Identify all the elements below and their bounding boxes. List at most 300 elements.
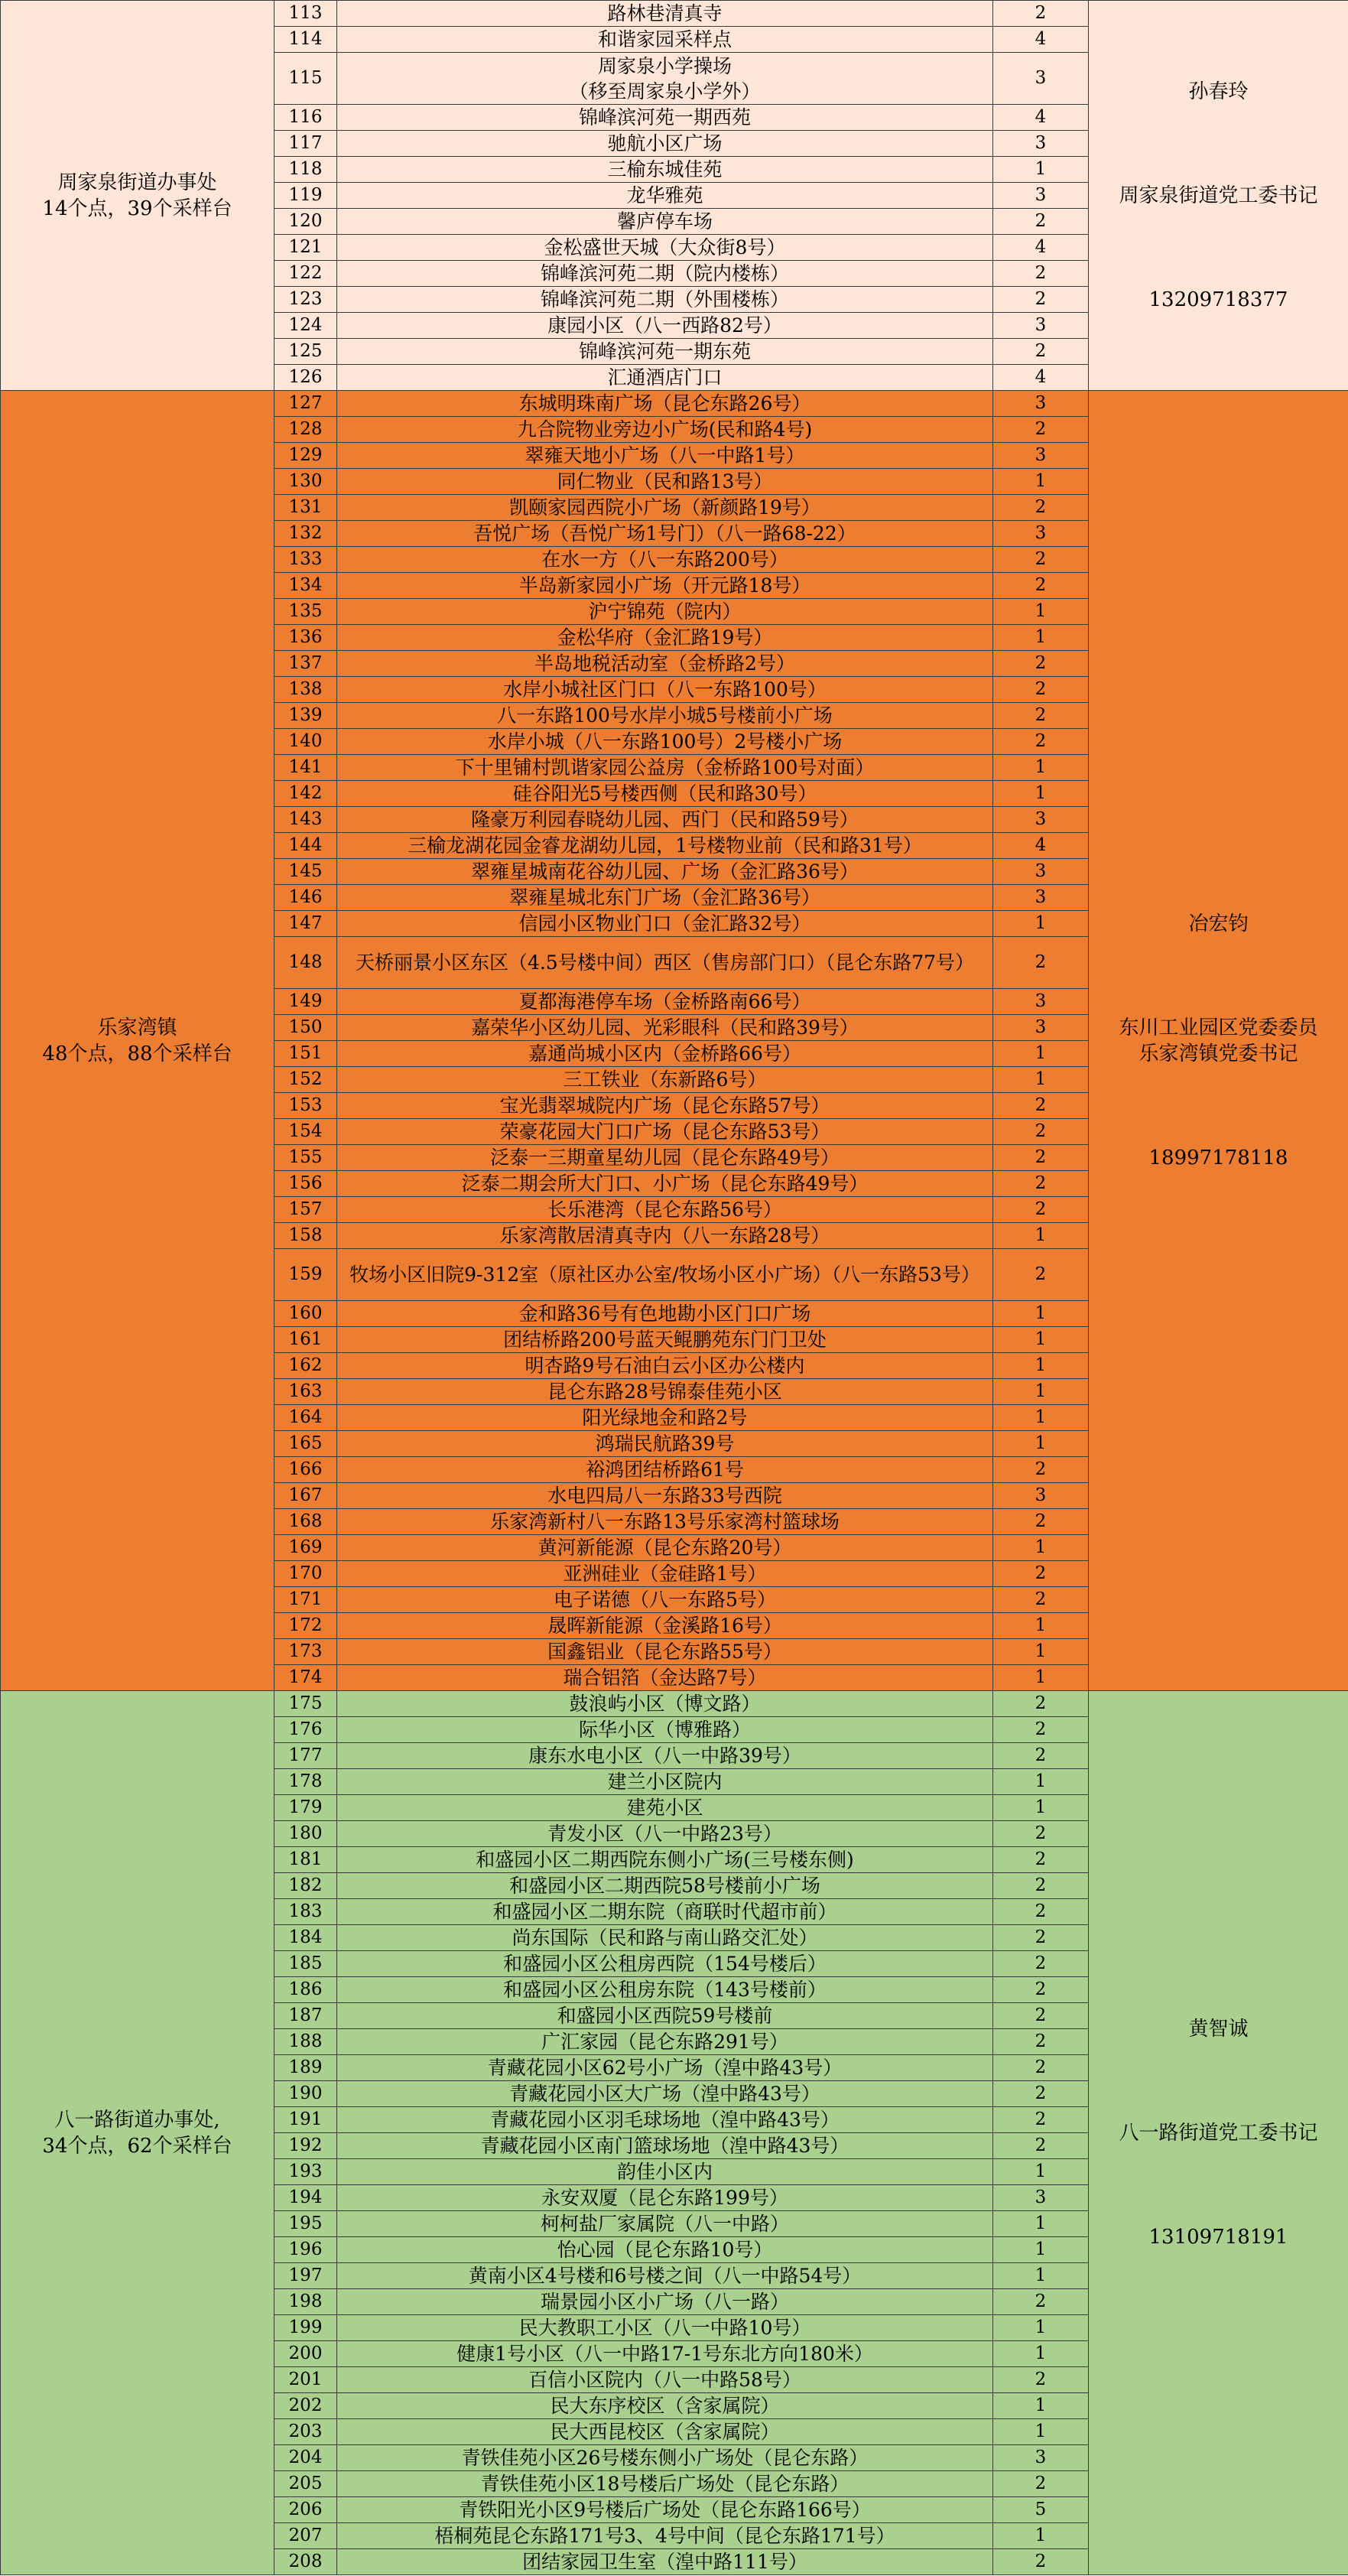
station-count: 1 <box>992 598 1089 625</box>
site-name: 明杏路9号石油白云小区办公楼内 <box>336 1352 993 1379</box>
district-name: 乐家湾镇 <box>97 1016 177 1039</box>
site-name: 水岸小城社区门口（八一东路100号） <box>336 676 993 703</box>
site-name: 九合院物业旁边小广场(民和路4号) <box>336 416 993 443</box>
site-name: 百信小区院内（八一中路58号） <box>336 2366 993 2393</box>
site-name: 金松盛世天城（大众街8号） <box>336 234 993 261</box>
site-name: 建兰小区院内 <box>336 1768 993 1795</box>
station-count: 3 <box>992 988 1089 1015</box>
row-index: 197 <box>274 2262 337 2289</box>
station-count: 2 <box>992 2028 1089 2055</box>
row-index: 132 <box>274 520 337 547</box>
station-count: 2 <box>992 1950 1089 1977</box>
site-name: 民大东序校区（含家属院） <box>336 2392 993 2419</box>
station-count: 2 <box>992 0 1089 27</box>
site-name: 广汇家园（昆仑东路291号） <box>336 2028 993 2055</box>
station-count: 1 <box>992 1664 1089 1691</box>
station-count: 5 <box>992 2496 1089 2523</box>
station-count: 2 <box>992 2470 1089 2497</box>
station-count: 2 <box>992 1508 1089 1535</box>
row-index: 161 <box>274 1326 337 1353</box>
station-count: 1 <box>992 1352 1089 1379</box>
station-count: 2 <box>992 2548 1089 2575</box>
station-count: 1 <box>992 1404 1089 1431</box>
station-count: 2 <box>992 546 1089 573</box>
row-index: 147 <box>274 910 337 937</box>
station-count: 2 <box>992 728 1089 755</box>
row-index: 117 <box>274 130 337 157</box>
site-name: 在水一方（八一东路200号） <box>336 546 993 573</box>
station-count: 3 <box>992 2444 1089 2471</box>
site-name: 夏都海港停车场（金桥路南66号） <box>336 988 993 1015</box>
station-count: 1 <box>992 1222 1089 1249</box>
station-count: 1 <box>992 2522 1089 2549</box>
contact-cell <box>1088 390 1348 1691</box>
row-index: 178 <box>274 1768 337 1795</box>
site-name: 国鑫铝业（昆仑东路55号） <box>336 1638 993 1665</box>
station-count: 1 <box>992 1040 1089 1067</box>
station-count: 1 <box>992 1066 1089 1093</box>
station-count: 1 <box>992 156 1089 183</box>
station-count: 2 <box>992 2002 1089 2029</box>
site-name: 瑞合铝箔（金达路7号） <box>336 1664 993 1691</box>
row-index: 158 <box>274 1222 337 1249</box>
row-index: 152 <box>274 1066 337 1093</box>
site-name: 晟晖新能源（金溪路16号） <box>336 1612 993 1639</box>
row-index: 166 <box>274 1456 337 1483</box>
district-cell <box>0 1690 274 2575</box>
district-summary: 34个点，62个采样台 <box>42 2134 232 2158</box>
station-count: 4 <box>992 364 1089 391</box>
row-index: 196 <box>274 2236 337 2263</box>
site-name: 下十里铺村凯谐家园公益房（金桥路100号对面） <box>336 754 993 781</box>
site-name: 吾悦广场（吾悦广场1号门）（八一路68-22） <box>336 520 993 547</box>
district-summary: 48个点，88个采样台 <box>42 1042 232 1065</box>
row-index: 149 <box>274 988 337 1015</box>
row-index: 157 <box>274 1196 337 1223</box>
site-name: 锦峰滨河苑一期西苑 <box>336 104 993 131</box>
row-index: 153 <box>274 1092 337 1119</box>
station-count: 1 <box>992 624 1089 651</box>
site-name: 同仁物业（民和路13号） <box>336 468 993 495</box>
row-index: 131 <box>274 494 337 521</box>
row-index: 181 <box>274 1846 337 1873</box>
site-name: 青发小区（八一中路23号） <box>336 1820 993 1847</box>
row-index: 170 <box>274 1560 337 1587</box>
site-name: 电子诺德（八一东路5号） <box>336 1586 993 1613</box>
district-cell <box>0 0 274 391</box>
station-count: 4 <box>992 832 1089 859</box>
contact-person: 冶宏钧 <box>1188 912 1249 935</box>
row-index: 185 <box>274 1950 337 1977</box>
site-name: 路林巷清真寺 <box>336 0 993 27</box>
station-count: 2 <box>992 2106 1089 2133</box>
row-index: 114 <box>274 26 337 53</box>
station-count: 2 <box>992 260 1089 287</box>
row-index: 148 <box>274 936 337 989</box>
station-count: 3 <box>992 806 1089 833</box>
site-name: 乐家湾新村八一东路13号乐家湾村篮球场 <box>336 1508 993 1535</box>
row-index: 187 <box>274 2002 337 2029</box>
row-index: 206 <box>274 2496 337 2523</box>
row-index: 175 <box>274 1690 337 1717</box>
row-index: 207 <box>274 2522 337 2549</box>
row-index: 128 <box>274 416 337 443</box>
site-name: 和盛园小区二期西院58号楼前小广场 <box>336 1872 993 1899</box>
site-name: 黄南小区4号楼和6号楼之间（八一中路54号） <box>336 2262 993 2289</box>
row-index: 156 <box>274 1170 337 1197</box>
site-name: 阳光绿地金和路2号 <box>336 1404 993 1431</box>
station-count: 2 <box>992 416 1089 443</box>
site-name: 青藏花园小区大广场（湟中路43号） <box>336 2080 993 2107</box>
station-count: 1 <box>992 1430 1089 1457</box>
row-index: 180 <box>274 1820 337 1847</box>
station-count: 2 <box>992 1586 1089 1613</box>
station-count: 2 <box>992 1924 1089 1951</box>
row-index: 140 <box>274 728 337 755</box>
contact-title: 八一路街道党工委书记 <box>1119 2121 1318 2145</box>
row-index: 205 <box>274 2470 337 2497</box>
station-count: 1 <box>992 1768 1089 1795</box>
row-index: 125 <box>274 338 337 365</box>
row-index: 141 <box>274 754 337 781</box>
row-index: 126 <box>274 364 337 391</box>
row-index: 202 <box>274 2392 337 2419</box>
station-count: 1 <box>992 2262 1089 2289</box>
site-name: 裕鸿团结桥路61号 <box>336 1456 993 1483</box>
station-count: 2 <box>992 286 1089 313</box>
row-index: 193 <box>274 2158 337 2185</box>
site-name: 怡心园（昆仑东路10号） <box>336 2236 993 2263</box>
station-count: 2 <box>992 1716 1089 1743</box>
station-count: 2 <box>992 1170 1089 1197</box>
site-name: 水电四局八一东路33号西院 <box>336 1482 993 1509</box>
contact-phone: 18997178118 <box>1148 1146 1288 1169</box>
station-count: 1 <box>992 2314 1089 2341</box>
site-name: 三榆东城佳苑 <box>336 156 993 183</box>
site-name: 尚东国际（民和路与南山路交汇处） <box>336 1924 993 1951</box>
site-name: 硅谷阳光5号楼西侧（民和路30号） <box>336 780 993 807</box>
row-index: 138 <box>274 676 337 703</box>
row-index: 177 <box>274 1742 337 1769</box>
row-index: 150 <box>274 1014 337 1041</box>
site-name: 青铁佳苑小区18号楼后广场处（昆仑东路） <box>336 2470 993 2497</box>
contact-cell <box>1088 0 1348 391</box>
station-count: 3 <box>992 520 1089 547</box>
site-name: 亚洲硅业（金硅路1号） <box>336 1560 993 1587</box>
row-index: 165 <box>274 1430 337 1457</box>
district-name: 周家泉街道办事处 <box>57 171 217 194</box>
row-index: 203 <box>274 2418 337 2445</box>
station-count: 2 <box>992 1872 1089 1899</box>
site-name: 和盛园小区公租房东院（143号楼前） <box>336 1976 993 2003</box>
site-name: 三工铁业（东新路6号） <box>336 1066 993 1093</box>
row-index: 146 <box>274 884 337 911</box>
station-count: 1 <box>992 2340 1089 2367</box>
station-count: 2 <box>992 1092 1089 1119</box>
site-name: 民大教职工小区（八一中路10号） <box>336 2314 993 2341</box>
station-count: 3 <box>992 442 1089 469</box>
station-count: 1 <box>992 1534 1089 1561</box>
station-count: 1 <box>992 910 1089 937</box>
station-count: 1 <box>992 2236 1089 2263</box>
row-index: 143 <box>274 806 337 833</box>
row-index: 179 <box>274 1794 337 1821</box>
site-name: 三榆龙湖花园金睿龙湖幼儿园，1号楼物业前（民和路31号） <box>336 832 993 859</box>
station-count: 1 <box>992 2158 1089 2185</box>
site-name: 荣豪花园大门口广场（昆仑东路53号） <box>336 1118 993 1145</box>
site-name: 永安双厦（昆仑东路199号） <box>336 2184 993 2211</box>
site-name: 汇通酒店门口 <box>336 364 993 391</box>
site-name: 金和路36号有色地勘小区门口广场 <box>336 1300 993 1327</box>
site-name: 康东水电小区（八一中路39号） <box>336 1742 993 1769</box>
row-index: 120 <box>274 208 337 235</box>
row-index: 201 <box>274 2366 337 2393</box>
station-count: 2 <box>992 572 1089 599</box>
site-name: 天桥丽景小区东区（4.5号楼中间）西区（售房部门口）（昆仑东路77号） <box>336 936 993 989</box>
contact-phone: 13209718377 <box>1148 288 1288 311</box>
station-count: 1 <box>992 1378 1089 1405</box>
station-count: 3 <box>992 2184 1089 2211</box>
row-index: 173 <box>274 1638 337 1665</box>
row-index: 176 <box>274 1716 337 1743</box>
station-count: 1 <box>992 2392 1089 2419</box>
site-name: 和谐家园采样点 <box>336 26 993 53</box>
station-count: 2 <box>992 1976 1089 2003</box>
station-count: 3 <box>992 1014 1089 1041</box>
row-index: 142 <box>274 780 337 807</box>
site-name: 翠雍星城南花谷幼儿园、广场（金汇路36号） <box>336 858 993 885</box>
site-name: 鸿瑞民航路39号 <box>336 1430 993 1457</box>
site-name: 馨庐停车场 <box>336 208 993 235</box>
station-count: 3 <box>992 130 1089 157</box>
site-name: 翠雍星城北东门广场（金汇路36号） <box>336 884 993 911</box>
site-name: 嘉荣华小区幼儿园、光彩眼科（民和路39号） <box>336 1014 993 1041</box>
site-name: 凯颐家园西院小广场（新颜路19号） <box>336 494 993 521</box>
row-index: 199 <box>274 2314 337 2341</box>
row-index: 127 <box>274 390 337 417</box>
site-name: 驰航小区广场 <box>336 130 993 157</box>
row-index: 208 <box>274 2548 337 2575</box>
row-index: 115 <box>274 52 337 105</box>
row-index: 169 <box>274 1534 337 1561</box>
site-name: 隆豪万利园春晓幼儿园、西门（民和路59号） <box>336 806 993 833</box>
row-index: 190 <box>274 2080 337 2107</box>
station-count: 2 <box>992 702 1089 729</box>
row-index: 204 <box>274 2444 337 2471</box>
row-index: 145 <box>274 858 337 885</box>
site-name: 和盛园小区西院59号楼前 <box>336 2002 993 2029</box>
station-count: 3 <box>992 52 1089 105</box>
row-index: 129 <box>274 442 337 469</box>
station-count: 2 <box>992 936 1089 989</box>
station-count: 3 <box>992 884 1089 911</box>
row-index: 164 <box>274 1404 337 1431</box>
row-index: 151 <box>274 1040 337 1067</box>
site-name: 牧场小区旧院9-312室（原社区办公室/牧场小区小广场）（八一东路53号） <box>336 1248 993 1301</box>
station-count: 1 <box>992 780 1089 807</box>
row-index: 118 <box>274 156 337 183</box>
row-index: 195 <box>274 2210 337 2237</box>
contact-cell <box>1088 1690 1348 2575</box>
site-name: 和盛园小区二期西院东侧小广场(三号楼东侧) <box>336 1846 993 1873</box>
site-name: 泛泰一三期童星幼儿园（昆仑东路49号） <box>336 1144 993 1171</box>
row-index: 186 <box>274 1976 337 2003</box>
station-count: 1 <box>992 1794 1089 1821</box>
site-name: 周家泉小学操场 （移至周家泉小学外） <box>336 52 993 105</box>
row-index: 163 <box>274 1378 337 1405</box>
station-count: 2 <box>992 494 1089 521</box>
row-index: 123 <box>274 286 337 313</box>
site-name: 长乐港湾（昆仑东路56号） <box>336 1196 993 1223</box>
station-count: 2 <box>992 1742 1089 1769</box>
site-name: 际华小区（博雅路） <box>336 1716 993 1743</box>
site-name: 昆仑东路28号锦泰佳苑小区 <box>336 1378 993 1405</box>
station-count: 2 <box>992 2080 1089 2107</box>
site-name: 青铁阳光小区9号楼后广场处（昆仑东路166号） <box>336 2496 993 2523</box>
row-index: 119 <box>274 182 337 209</box>
site-name: 健康1号小区（八一中路17-1号东北方向180米） <box>336 2340 993 2367</box>
row-index: 189 <box>274 2054 337 2081</box>
site-name: 柯柯盐厂家属院（八一中路） <box>336 2210 993 2237</box>
station-count: 2 <box>992 2132 1089 2159</box>
row-index: 124 <box>274 312 337 339</box>
contact-title: 周家泉街道党工委书记 <box>1119 184 1318 207</box>
station-count: 3 <box>992 182 1089 209</box>
row-index: 192 <box>274 2132 337 2159</box>
site-name: 黄河新能源（昆仑东路20号） <box>336 1534 993 1561</box>
row-index: 155 <box>274 1144 337 1171</box>
site-name: 半岛新家园小广场（开元路18号） <box>336 572 993 599</box>
row-index: 139 <box>274 702 337 729</box>
row-index: 154 <box>274 1118 337 1145</box>
site-name: 翠雍天地小广场（八一中路1号） <box>336 442 993 469</box>
station-count: 2 <box>992 1690 1089 1717</box>
station-count: 2 <box>992 1248 1089 1301</box>
site-name: 乐家湾散居清真寺内（八一东路28号） <box>336 1222 993 1249</box>
row-index: 200 <box>274 2340 337 2367</box>
row-index: 134 <box>274 572 337 599</box>
station-count: 2 <box>992 1196 1089 1223</box>
site-name: 东城明珠南广场（昆仑东路26号） <box>336 390 993 417</box>
site-name: 和盛园小区二期东院（商联时代超市前） <box>336 1898 993 1925</box>
row-index: 184 <box>274 1924 337 1951</box>
row-index: 167 <box>274 1482 337 1509</box>
row-index: 162 <box>274 1352 337 1379</box>
station-count: 2 <box>992 2054 1089 2081</box>
station-count: 2 <box>992 1560 1089 1587</box>
row-index: 160 <box>274 1300 337 1327</box>
row-index: 116 <box>274 104 337 131</box>
site-name: 青铁佳苑小区26号楼东侧小广场处（昆仑东路） <box>336 2444 993 2471</box>
station-count: 2 <box>992 338 1089 365</box>
site-name: 半岛地税活动室（金桥路2号） <box>336 650 993 677</box>
contact-person: 孙春玲 <box>1188 80 1249 103</box>
station-count: 2 <box>992 1820 1089 1847</box>
site-name: 康园小区（八一西路82号） <box>336 312 993 339</box>
station-count: 1 <box>992 2418 1089 2445</box>
site-name: 建苑小区 <box>336 1794 993 1821</box>
station-count: 2 <box>992 1118 1089 1145</box>
station-count: 1 <box>992 1326 1089 1353</box>
site-name: 水岸小城（八一东路100号）2号楼小广场 <box>336 728 993 755</box>
row-index: 144 <box>274 832 337 859</box>
station-count: 1 <box>992 468 1089 495</box>
contact-person: 黄智诚 <box>1188 2017 1249 2041</box>
row-index: 168 <box>274 1508 337 1535</box>
site-name: 信园小区物业门口（金汇路32号） <box>336 910 993 937</box>
station-count: 2 <box>992 2366 1089 2393</box>
site-name: 韵佳小区内 <box>336 2158 993 2185</box>
row-index: 130 <box>274 468 337 495</box>
station-count: 2 <box>992 208 1089 235</box>
site-name: 鼓浪屿小区（博文路） <box>336 1690 993 1717</box>
station-count: 1 <box>992 1612 1089 1639</box>
row-index: 183 <box>274 1898 337 1925</box>
row-index: 121 <box>274 234 337 261</box>
district-summary: 14个点，39个采样台 <box>42 197 232 220</box>
station-count: 2 <box>992 676 1089 703</box>
site-name: 金松华府（金汇路19号） <box>336 624 993 651</box>
station-count: 2 <box>992 1144 1089 1171</box>
station-count: 4 <box>992 104 1089 131</box>
row-index: 172 <box>274 1612 337 1639</box>
station-count: 1 <box>992 2210 1089 2237</box>
row-index: 113 <box>274 0 337 27</box>
station-count: 3 <box>992 312 1089 339</box>
site-name: 八一东路100号水岸小城5号楼前小广场 <box>336 702 993 729</box>
station-count: 4 <box>992 234 1089 261</box>
row-index: 135 <box>274 598 337 625</box>
station-count: 3 <box>992 1482 1089 1509</box>
site-name: 泛泰二期会所大门口、小广场（昆仑东路49号） <box>336 1170 993 1197</box>
row-index: 171 <box>274 1586 337 1613</box>
contact-phone: 13109718191 <box>1148 2225 1288 2249</box>
row-index: 137 <box>274 650 337 677</box>
site-name: 团结桥路200号蓝天鲲鹏苑东门门卫处 <box>336 1326 993 1353</box>
site-name: 锦峰滨河苑二期（院内楼栋） <box>336 260 993 287</box>
site-name: 沪宁锦苑（院内） <box>336 598 993 625</box>
site-name: 嘉通尚城小区内（金桥路66号） <box>336 1040 993 1067</box>
station-count: 2 <box>992 1846 1089 1873</box>
site-name: 青藏花园小区62号小广场（湟中路43号） <box>336 2054 993 2081</box>
site-name: 龙华雅苑 <box>336 182 993 209</box>
row-index: 188 <box>274 2028 337 2055</box>
site-name: 宝光翡翠城院内广场（昆仑东路57号） <box>336 1092 993 1119</box>
station-count: 1 <box>992 1638 1089 1665</box>
site-name: 锦峰滨河苑一期东苑 <box>336 338 993 365</box>
contact-title: 东川工业园区党委委员 乐家湾镇党委书记 <box>1119 1016 1318 1065</box>
district-cell <box>0 390 274 1691</box>
station-count: 2 <box>992 2288 1089 2315</box>
row-index: 159 <box>274 1248 337 1301</box>
station-count: 3 <box>992 858 1089 885</box>
station-count: 4 <box>992 26 1089 53</box>
station-count: 2 <box>992 650 1089 677</box>
site-name: 和盛园小区公租房西院（154号楼后） <box>336 1950 993 1977</box>
row-index: 191 <box>274 2106 337 2133</box>
row-index: 182 <box>274 1872 337 1899</box>
row-index: 194 <box>274 2184 337 2211</box>
district-name: 八一路街道办事处, <box>54 2108 220 2132</box>
row-index: 174 <box>274 1664 337 1691</box>
station-count: 1 <box>992 754 1089 781</box>
row-index: 136 <box>274 624 337 651</box>
site-name: 青藏花园小区南门篮球场地（湟中路43号） <box>336 2132 993 2159</box>
station-count: 2 <box>992 1898 1089 1925</box>
site-name: 团结家园卫生室（湟中路111号） <box>336 2548 993 2575</box>
site-name: 瑞景园小区小广场（八一路） <box>336 2288 993 2315</box>
station-count: 1 <box>992 1300 1089 1327</box>
